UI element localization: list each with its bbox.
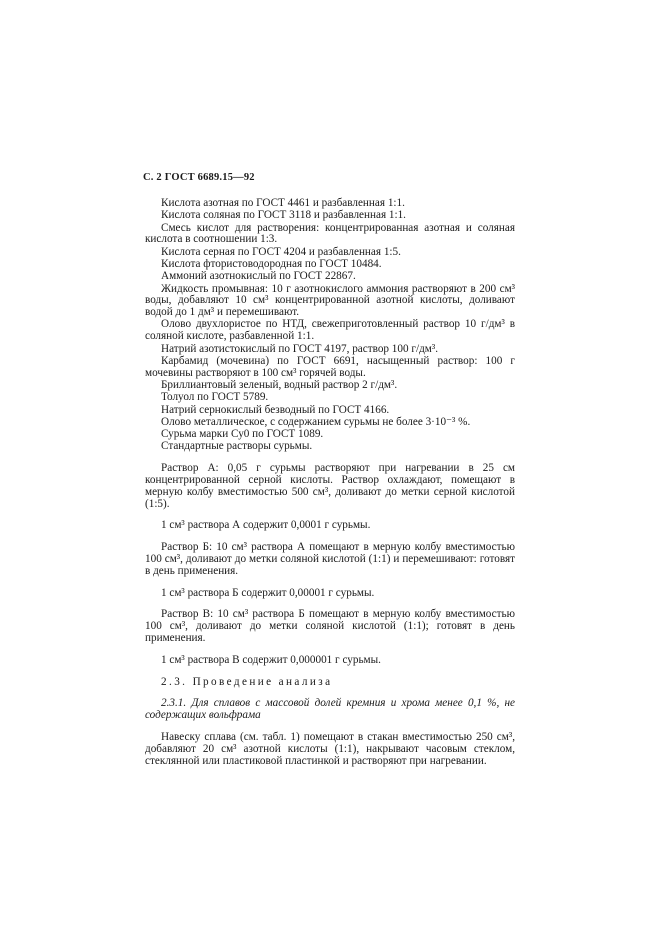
- paragraph-standard-solutions: Стандартные растворы сурьмы.: [161, 440, 313, 453]
- paragraph-sulfuric-acid: Кислота серная по ГОСТ 4204 и разбавленная 1:5.: [161, 245, 401, 258]
- paragraph-nitric-acid: Кислота азотная по ГОСТ 4461 и разбавленная 1:1.: [161, 197, 405, 209]
- section-heading-analysis: 2.3. Проведение анализа: [161, 675, 333, 688]
- document-body: [145, 198, 515, 768]
- paragraph-toluene: Толуол по ГОСТ 5789.: [161, 391, 269, 404]
- paragraph-brilliant-green: Бриллиантовый зеленый, водный раствор 2 г/дм³.: [161, 378, 398, 391]
- paragraph-tin-dichloride: Олово двухлористое по НТД, свежеприготовленный раствор 10 г/дм³ в соляной кислоте, разбавленной 1:1.: [145, 318, 515, 343]
- paragraph-solution-a: Раствор А: 0,05 г сурьмы растворяют при нагревании в 25 см концентрированной серной кислоты. Раствор охлаждают, помещают в мерную колбу вместимостью 500 см³, доливают до метки серной кислотой (1:5).: [145, 462, 515, 510]
- paragraph-acid-mixture: Смесь кислот для растворения: концентрированная азотная и соляная кислота в соотношении 1:3.: [145, 221, 515, 246]
- paragraph-metallic-tin: Олово металлическое, с содержанием сурьмы не более 3·10⁻³ %.: [161, 415, 471, 428]
- paragraph-antimony: Сурьма марки Су0 по ГОСТ 1089.: [161, 428, 324, 441]
- paragraph-ammonium-nitrate: Аммоний азотнокислый по ГОСТ 22867.: [161, 270, 356, 283]
- paragraph-sodium-sulfate: Натрий сернокислый безводный по ГОСТ 4166.: [161, 403, 390, 416]
- paragraph-wash-liquid: Жидкость промывная: 10 г азотнокислого аммония растворяют в 200 см³ воды, добавляют 10 см³ концентрированной азотной кислоты, доливают водой до 1 дм³ и перемешивают.: [145, 282, 515, 319]
- paragraph-carbamide: Карбамид (мочевина) по ГОСТ 6691, насыщенный раствор: 100 г мочевины растворяют в 100 см³ горячей воды.: [145, 354, 515, 379]
- page-header: С. 2 ГОСТ 6689.15—92: [143, 172, 255, 183]
- paragraph-solution-v-content: 1 см³ раствора В содержит 0,000001 г сурьмы.: [161, 653, 381, 666]
- paragraph-solution-b: Раствор Б: 10 см³ раствора А помещают в мерную колбу вместимостью 100 см³, доливают до метки соляной кислотой (1:1) и перемешивают: готовят в день применения.: [145, 541, 515, 577]
- paragraph-solution-a-content: 1 см³ раствора А содержит 0,0001 г сурьмы.: [161, 519, 371, 532]
- paragraph-sample-procedure: Навеску сплава (см. табл. 1) помещают в стакан вместимостью 250 см³, добавляют 20 см³ азотной кислоты (1:1), накрывают часовым стеклом, стеклянной или пластиковой пластинкой и растворяют при нагревании.: [145, 730, 515, 767]
- subsection-heading-alloys: 2.3.1. Для сплавов с массовой долей кремния и хрома менее 0,1 %, не содержащих вольфрама: [145, 697, 515, 722]
- paragraph-hydrochloric-acid: Кислота соляная по ГОСТ 3118 и разбавленная 1:1.: [161, 209, 406, 222]
- paragraph-solution-v: Раствор В: 10 см³ раствора Б помещают в мерную колбу вместимостью 100 см³, доливают до метки соляной кислотой (1:1); готовят в день применения.: [145, 608, 515, 644]
- paragraph-sodium-nitrite: Натрий азотистокислый по ГОСТ 4197, раствор 100 г/дм³.: [161, 342, 439, 355]
- paragraph-hydrofluoric-acid: Кислота фтористоводородная по ГОСТ 10484.: [161, 257, 382, 270]
- paragraph-solution-b-content: 1 см³ раствора Б содержит 0,00001 г сурьмы.: [161, 586, 375, 599]
